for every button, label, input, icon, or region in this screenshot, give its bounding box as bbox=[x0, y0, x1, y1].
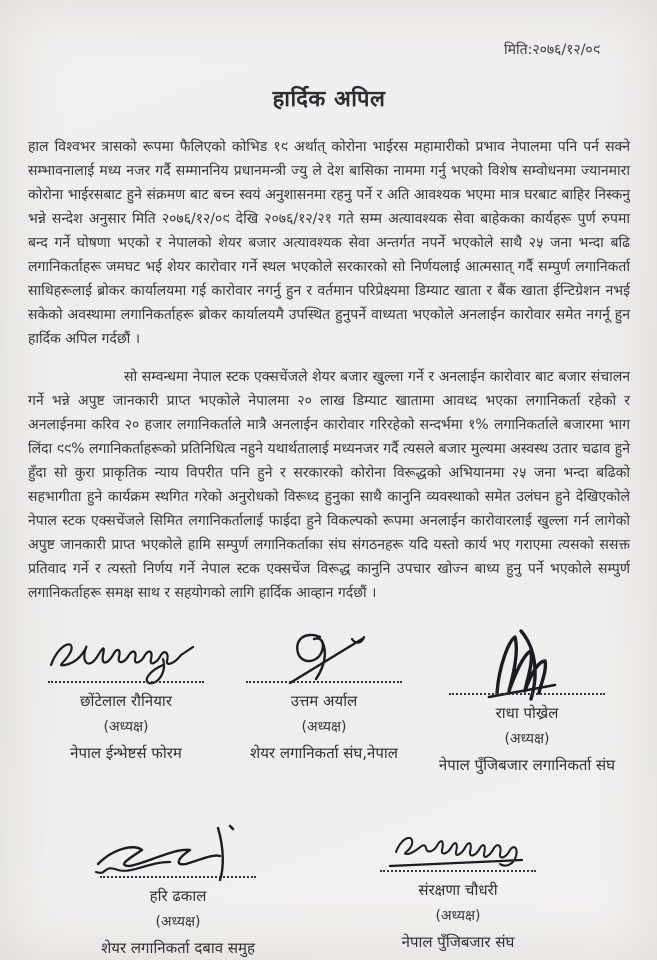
handwritten-signature-icon bbox=[467, 627, 587, 701]
signatory-role: (अध्यक्ष) bbox=[504, 731, 550, 747]
signature-dotted-line bbox=[48, 681, 204, 683]
signature-row-1 bbox=[28, 627, 630, 776]
handwritten-signature-icon bbox=[264, 627, 384, 689]
signatory-organization: नेपाल पुँजिबजार संघ bbox=[401, 933, 515, 951]
signatory-role: (अध्यक्ष) bbox=[103, 719, 149, 735]
document-date: मिति:२०७६/१२/०९ bbox=[504, 42, 600, 58]
signatory-role: (अध्यक्ष) bbox=[301, 719, 347, 735]
paragraph-1: हाल विश्वभर त्रासको रूपमा फैलिएको कोभिड १९ अर्थात् कोरोना भाईरस महामारीको प्रभाव नेपालमा पनि पर्न सक्ने सम्भावनालाई मध्य नजर गर्दै सम्माननिय प्रधानमन्त्री ज्यु ले देश बासिका नाममा गर्नु भएको विशेष सम्वोधनमा ज्यानमारा कोरोना भाईरसबाट हुने संक्रमण बाट बच्न स्वयं अनुशासनमा रहनु पर्ने र अति आवश्यक भएमा मात्र घरबाट बाहिर निस्कनु भन्ने सन्देश अनुसार मिति २०७६/१२/०९ देखि २०७६/१२/२१ गते सम्म अत्यावश्यक सेवा बाहेकका कार्यहरू पुर्ण रुपमा बन्द गर्ने घोषणा भएको र नेपालको शेयर बजार अत्यावश्यक सेवा अन्तर्गत नपर्ने भएकोले साथै २५ जना भन्दा बढि लगानिकर्ताहरू जमघट भई शेयर कारोवार गर्ने स्थल भएकोले सरकारको सो निर्णयलाई आत्मसात् गर्दै सम्पुर्ण लगानिकर्ता साथिहरूलाई ब्रोकर कार्यालयमा गई कारोवार नगर्नु हुन र वर्तमान परिप्रेक्ष्यमा डिम्याट खाता र बैंक खाता ईन्टिग्रेशन नभई सकेको अवस्थामा लगानिकर्ताहरू ब्रोकर कार्यालयमै उपस्थित हुनुपर्ने वाध्यता भएकोले अनलाईन कारोवार समेत नगर्नू हुन हार्दिक अपिल गर्दछौं । bbox=[28, 139, 630, 347]
signatory-name: उत्तम अर्याल bbox=[290, 692, 358, 710]
signatory-name: संरक्षणा चौधरी bbox=[418, 881, 498, 899]
signatory-name: हरि ढकाल bbox=[149, 887, 207, 905]
signatory-organization: शेयर लगानिकर्ता संघ,नेपाल bbox=[250, 744, 398, 762]
signatory-organization: शेयर लगानिकर्ता दबाव समुह bbox=[101, 939, 255, 957]
signatory-name: राधा पोख्रेल bbox=[495, 704, 559, 722]
signatory-name: छोंटेलाल रौनियार bbox=[80, 692, 172, 710]
handwritten-signature-icon bbox=[41, 627, 211, 689]
signatory-block-2 bbox=[224, 627, 424, 764]
signature-dotted-line bbox=[246, 681, 402, 683]
handwritten-signature-icon bbox=[88, 820, 268, 884]
signatory-block-1 bbox=[28, 627, 224, 764]
signature-row-2 bbox=[28, 820, 630, 959]
signatory-block-4 bbox=[38, 820, 318, 959]
signature-dotted-line bbox=[380, 870, 536, 872]
page-title: हार्दिक अपिल bbox=[272, 87, 386, 112]
signatory-role: (अध्यक्ष) bbox=[155, 914, 201, 930]
signatory-block-5 bbox=[318, 820, 598, 953]
signature-dotted-line bbox=[100, 876, 256, 878]
signatory-block-3 bbox=[424, 627, 630, 776]
paragraph-2: सो सम्वन्धमा नेपाल स्टक एक्सचेंजले शेयर बजार खुल्ला गर्ने र अनलाईन कारोवार बाट बजार संचालन गर्ने भन्ने अपुष्ट जानकारी प्राप्त भएकोले नेपालमा २० लाख डिम्याट खातामा आवध्द भएका लगानिकर्ता रहेको र अनलाईनमा करिव २० हजार लगानिकर्ताले मात्रै अनलाईन कारोवार गरिरहेको सन्दर्भमा १% लगानिकर्ताले बजारमा भाग लिंदा ९९% लगानिकर्ताहरूको प्रतिनिधित्व नहुने यथार्थतालाई मध्यनजर गर्दै त्यसले बजार मुल्यमा अस्वस्थ उतार चढाव हुने हुँदा सो कुरा प्राकृतिक न्याय विपरीत पनि हुने र सरकारको कोरोना विरूद्धको अभियानमा २५ जना भन्दा बढिको सहभागीता हुने कार्यक्रम स्थगित गरेको अनुरोधको विरूध्द हुनुका साथै कानुनि व्यवस्थाको समेत उलंघन हुने देखिएकोले नेपाल स्टक एक्सचेंजले सिमित लगानिकर्तालाई फाईदा हुने विकल्पको रूपमा अनलाईन कारोवारलाई खुल्ला गर्न लागेको अपुष्ट जानकारी प्राप्त भएकोले हामि सम्पुर्ण लगानिकर्ताका संघ संगठनहरू यदि यस्तो कार्य भए गराएमा त्यसको ससक्त प्रतिवाद गर्ने र त्यस्तो निर्णय गर्ने नेपाल स्टक एक्सचेंज विरूद्ध कानुनि उपचार खोज्न बाध्य हुनु पर्ने भएकोले सम्पुर्ण लगानिकर्ताहरू समक्ष साथ र सहयोगको लागि हार्दिक आव्हान गर्दछौं । bbox=[28, 369, 630, 601]
signatory-organization: नेपाल पुँजिबजार लगानिकर्ता संघ bbox=[438, 756, 616, 774]
signatory-organization: नेपाल ईन्भेष्टर्स फोरम bbox=[70, 744, 182, 762]
signature-dotted-line bbox=[449, 693, 605, 695]
signatory-role: (अध्यक्ष) bbox=[435, 908, 481, 924]
